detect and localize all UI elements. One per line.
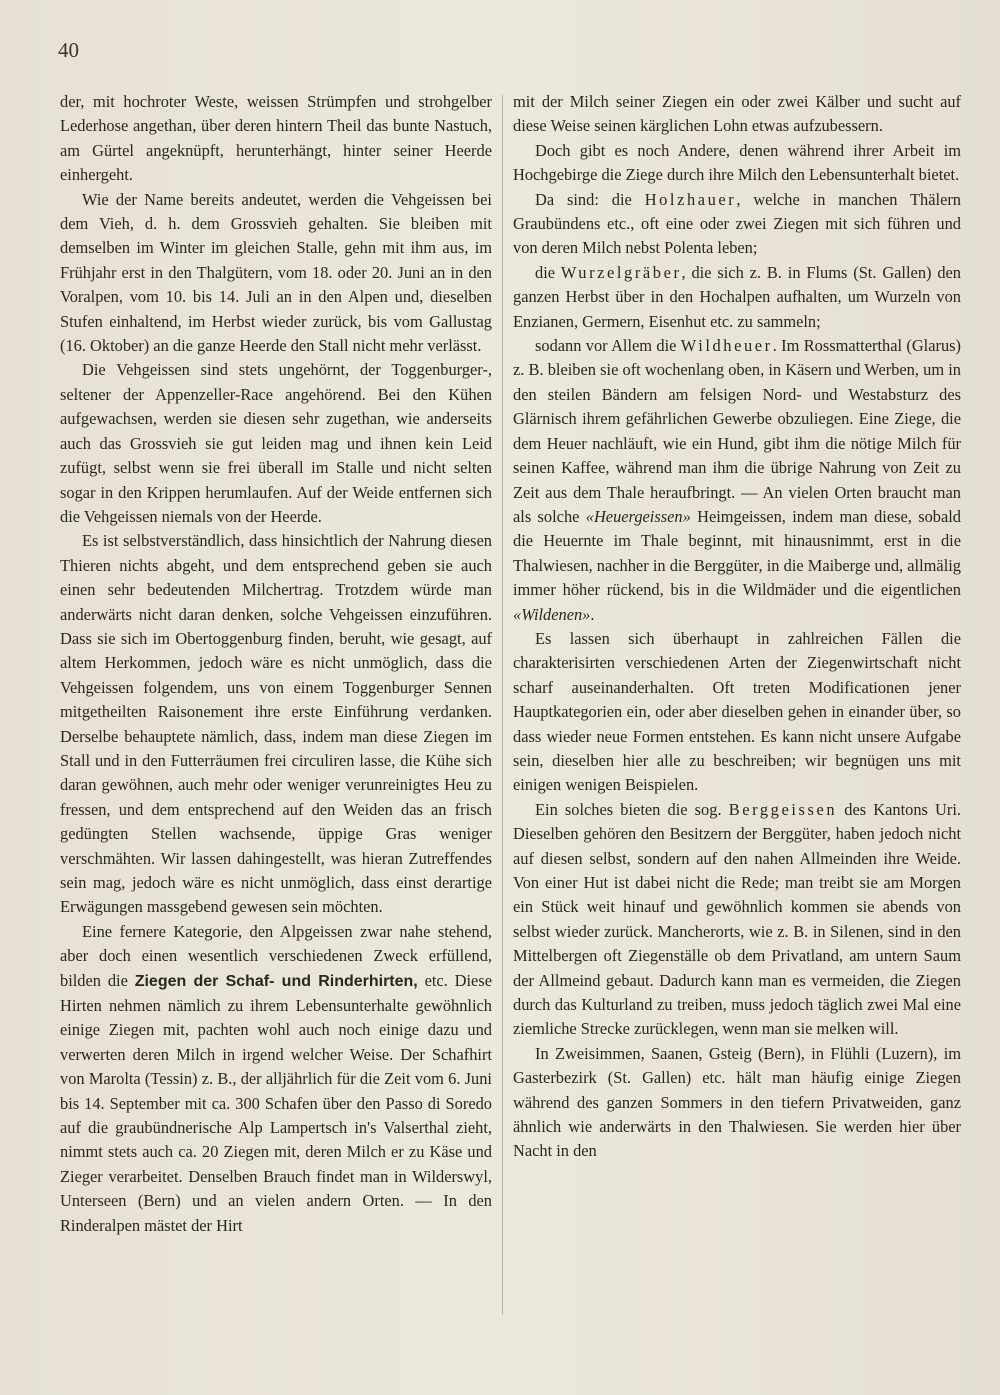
paragraph — [60, 920, 492, 1238]
paragraph-text: die — [535, 262, 561, 282]
paragraph-text: Eine fernere Kategorie, den Alpgeissen zwar nahe stehend, aber doch einen wesentlich verschiedenen Zweck erfüllend, bilden die — [60, 921, 492, 990]
bold-heading-run: Ziegen der Schaf- und Rinderhirten, — [134, 972, 418, 990]
paragraph-text: Da sind: die — [535, 189, 645, 209]
spaced-term: Wurzelgräber — [560, 262, 682, 282]
paragraph: Es ist selbstverständlich, dass hinsichtlich der Nahrung diesen Thieren nichts abgeht, und dem entsprechend geben sie auch einen sehr bedeutenden Milchertrag. Trotzdem würde man anderwärts nicht daran denken, solche Vehgeissen einzuführen. Dass sie sich im Obertoggenburg finden, beruht, wie gesagt, auf altem Herkommen, jedoch wäre es nicht unmöglich, dass die Vehgeissen folgendem, uns von einem Toggenburger Sennen mitgetheilten Raisonement ihre erste Einführung verdanken. Derselbe behauptete nämlich, dass, indem man diese Ziegen im Stall und in den Futterräumen frei circuliren lasse, die Kühe sich daran gewöhnen, auch mehr oder weniger verunreinigtes Heu zu fressen, und dem entsprechend auf den Weiden das an frisch gedüngten Stellen wachsende, üppige Gras weniger verschmähten. Wir lassen dahingestellt, was hieran Zutreffendes sein mag, jedoch wäre es nicht unmöglich, dass einst derartige Erwägungen massgebend gewesen sein möchten. — [60, 531, 492, 917]
paragraph: In Zweisimmen, Saanen, Gsteig (Bern), in Flühli (Luzern), im Gasterbezirk (St. Gallen) etc. hält man häufig einige Ziegen während des ganzen Sommers in den tiefern Privatweiden, ganz ähnlich wie anderwärts in den Thalwiesen. Sie werden hier über Nacht in den — [513, 1043, 961, 1161]
paragraph — [513, 188, 961, 261]
spaced-term: Holzhauer — [644, 189, 737, 209]
right-text-column — [513, 90, 961, 1164]
paragraph-text: , welche in manchen Thälern Graubündens etc., oft eine oder zwei Ziegen mit sich führen und von deren Milch nebst Polenta leben; — [513, 189, 961, 258]
spaced-term: Berggeissen — [728, 799, 838, 819]
spaced-term: Wildheuer — [680, 336, 773, 356]
page-number: 40 — [58, 38, 79, 62]
paragraph-text: Ein solches bieten die sog. — [535, 799, 729, 819]
italic-term: «Heuergeissen» — [585, 506, 691, 526]
paragraph-text: . Im Rossmatterthal (Glarus) z. B. bleiben sie oft wochenlang oben, in Käsern und Werben, um in den steilen Bändern am felsigen Nord- und Westabsturz des Glärnisch ihrem gefährlichen Gewerbe obzuliegen. Eine Ziege, die dem Heuer nachläuft, wie ein Hund, gibt ihm die nötige Milch für seinen Kaffee, während man ihm die übrige Nahrung von Zeit zu Zeit aus dem Thale heraufbringt. — An vielen Orten braucht man als solche — [513, 336, 961, 526]
paragraph-text: Heimgeissen, indem man diese, sobald die Heuernte im Thale beginnt, mit hinausnimmt, erst in die Thalwiesen, nachher in die Berggüter, in die Maiberge und, allmälig immer höher rückend, bis in die Wildmäder und die eigentlichen — [513, 506, 961, 600]
paragraph-text: des Kantons Uri. Dieselben gehören den Besitzern der Berggüter, haben jedoch nicht auf diesen selbst, sondern auf den nahen Allmeinden ihre Weide. Von einer Hut ist dabei nicht die Rede; man treibt sie am Morgen ein Stück weit hinauf und gewöhnlich kommen sie abends von selbst wieder zurück. Mancherorts, wie z. B. in Silenen, sind in den Mittelbergen oft Ziegenställe ob dem Privatland, am untern Saum der Allmeind gebaut. Dadurch kann man es vermeiden, die Ziegen durch das Kulturland zu treiben, muss jedoch täglich zwei Mal eine ziemliche Strecke zurücklegen, wenn man sie melken will. — [513, 799, 961, 1039]
paragraph — [513, 261, 961, 334]
italic-term: «Wildenen» — [513, 604, 591, 624]
paragraph: der, mit hochroter Weste, weissen Strümpfen und strohgelber Lederhose angethan, über deren hintern Theil das bunte Nastuch, am Gürtel angeknüpft, herunterhängt, hinter seiner Heerde einhergeht. — [60, 92, 492, 185]
paragraph — [513, 334, 961, 627]
paragraph: Die Vehgeissen sind stets ungehörnt, der Toggenburger-, seltener der Appenzeller-Race angehörend. Bei den Kühen aufgewachsen, werden sie diesen sehr zugethan, wie anderseits auch das Grossvieh sie gut leiden mag und ihnen kein Leid zufügt, selbst wenn sie frei überall im Stalle und nicht selten sogar in den Krippen herumlaufen. Auf der Weide entfernen sich die Vehgeissen niemals von der Heerde. — [60, 360, 492, 526]
paragraph: mit der Milch seiner Ziegen ein oder zwei Kälber und sucht auf diese Weise seinen kärglichen Lohn etwas aufzubessern. — [513, 92, 961, 136]
paragraph-text: etc. Diese Hirten nehmen nämlich zu ihrem Lebensunterhalte gewöhnlich einige Ziegen mit, pachten wohl auch noch einige dazu und verwerten deren Milch in irgend welcher Weise. Der Schafhirt von Marolta (Tessin) z. B., der alljährlich für die Zeit vom 6. Juni bis 14. September mit ca. 300 Schafen über den Passo di Soredo auf die graubündnerische Alp Lampertsch in's Valserthal zieht, nimmt stets auch ca. 20 Ziegen mit, deren Milch er zu Käse und Zieger verarbeitet. Denselben Brauch findet man in Wilderswyl, Unterseen (Bern) und an vielen andern Orten. — In den Rinderalpen mästet der Hirt — [60, 970, 492, 1235]
paragraph-text: . — [590, 604, 595, 624]
column-divider — [502, 95, 503, 1315]
paragraph-text: sodann vor Allem die — [535, 336, 681, 356]
paragraph-text: , die sich z. B. in Flums (St. Gallen) den ganzen Herbst über in den Hochalpen aufhalten, um Wurzeln von Enzianen, Germern, Eisenhut etc. zu sammeln; — [513, 262, 961, 331]
paragraph: Wie der Name bereits andeutet, werden die Vehgeissen bei dem Vieh, d. h. dem Grossvieh gehalten. Sie bleiben mit demselben im Winter im gleichen Stalle, gehn mit ihm aus, im Frühjahr erst in den Thalgütern, vom 18. oder 20. Juni an in den Voralpen, vom 10. bis 14. Juli an in den Alpen und, dieselben Stufen einhaltend, im Herbst wieder zurück, bis vom Gallustag (16. Oktober) an die ganze Heerde den Stall nicht mehr verlässt. — [60, 189, 492, 356]
paragraph — [513, 798, 961, 1042]
paragraph: Doch gibt es noch Andere, denen während ihrer Arbeit im Hochgebirge die Ziege durch ihre Milch den Lebensunterhalt bietet. — [513, 140, 961, 185]
left-text-column — [60, 90, 492, 1238]
paragraph: Es lassen sich überhaupt in zahlreichen Fällen die charakterisirten verschiedenen Arten der Ziegenwirtschaft nicht scharf auseinanderhalten. Oft treten Modificationen jener Hauptkategorien ein, oder aber dieselben gehen in einander über, so dass wieder neue Formen entstehen. Es kann nicht unsere Aufgabe sein, dieselben hier alle zu beschreiben; wir begnügen uns mit einigen wenigen Beispielen. — [513, 628, 961, 795]
